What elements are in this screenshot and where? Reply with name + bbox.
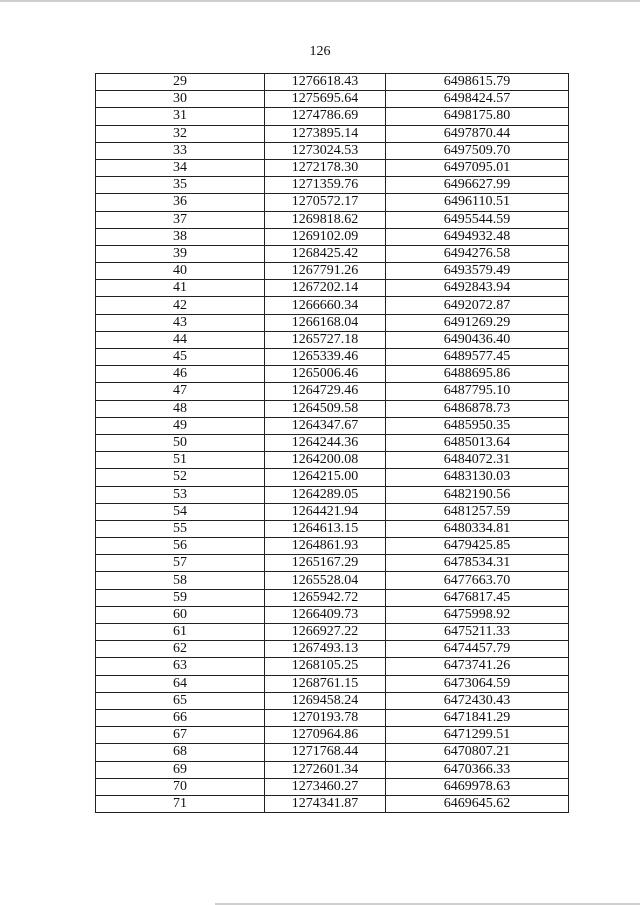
coordinates-table-body — [96, 74, 569, 813]
y-coordinate-cell: 6475998.92 — [386, 606, 569, 623]
table-row — [96, 297, 569, 314]
y-coordinate-cell: 6497095.01 — [386, 159, 569, 176]
point-number-cell: 50 — [96, 434, 265, 451]
point-number-cell: 35 — [96, 177, 265, 194]
x-coordinate-cell: 1265528.04 — [265, 572, 386, 589]
point-number-cell: 56 — [96, 538, 265, 555]
x-coordinate-cell: 1264289.05 — [265, 486, 386, 503]
x-coordinate-cell: 1265942.72 — [265, 589, 386, 606]
y-coordinate-cell: 6485013.64 — [386, 434, 569, 451]
y-coordinate-cell: 6471299.51 — [386, 727, 569, 744]
point-number-cell: 60 — [96, 606, 265, 623]
point-number-cell: 57 — [96, 555, 265, 572]
y-coordinate-cell: 6485950.35 — [386, 417, 569, 434]
point-number-cell: 46 — [96, 366, 265, 383]
table-row — [96, 159, 569, 176]
y-coordinate-cell: 6469978.63 — [386, 778, 569, 795]
table-row — [96, 503, 569, 520]
y-coordinate-cell: 6479425.85 — [386, 538, 569, 555]
y-coordinate-cell: 6476817.45 — [386, 589, 569, 606]
y-coordinate-cell: 6473741.26 — [386, 658, 569, 675]
y-coordinate-cell: 6491269.29 — [386, 314, 569, 331]
point-number-cell: 69 — [96, 761, 265, 778]
x-coordinate-cell: 1264347.67 — [265, 417, 386, 434]
x-coordinate-cell: 1267791.26 — [265, 263, 386, 280]
y-coordinate-cell: 6492072.87 — [386, 297, 569, 314]
y-coordinate-cell: 6486878.73 — [386, 400, 569, 417]
top-edge-rule — [0, 0, 640, 2]
table-row — [96, 400, 569, 417]
y-coordinate-cell: 6478534.31 — [386, 555, 569, 572]
y-coordinate-cell: 6481257.59 — [386, 503, 569, 520]
y-coordinate-cell: 6489577.45 — [386, 349, 569, 366]
y-coordinate-cell: 6475211.33 — [386, 624, 569, 641]
y-coordinate-cell: 6480334.81 — [386, 520, 569, 537]
table-row — [96, 572, 569, 589]
x-coordinate-cell: 1266409.73 — [265, 606, 386, 623]
table-row — [96, 641, 569, 658]
table-row — [96, 194, 569, 211]
x-coordinate-cell: 1265339.46 — [265, 349, 386, 366]
table-row — [96, 177, 569, 194]
table-row — [96, 366, 569, 383]
y-coordinate-cell: 6470807.21 — [386, 744, 569, 761]
point-number-cell: 49 — [96, 417, 265, 434]
point-number-cell: 61 — [96, 624, 265, 641]
point-number-cell: 67 — [96, 727, 265, 744]
x-coordinate-cell: 1272178.30 — [265, 159, 386, 176]
y-coordinate-cell: 6498175.80 — [386, 108, 569, 125]
x-coordinate-cell: 1264613.15 — [265, 520, 386, 537]
x-coordinate-cell: 1271359.76 — [265, 177, 386, 194]
point-number-cell: 55 — [96, 520, 265, 537]
x-coordinate-cell: 1265006.46 — [265, 366, 386, 383]
y-coordinate-cell: 6498615.79 — [386, 74, 569, 91]
table-row — [96, 142, 569, 159]
y-coordinate-cell: 6477663.70 — [386, 572, 569, 589]
table-row — [96, 108, 569, 125]
table-row — [96, 280, 569, 297]
x-coordinate-cell: 1274786.69 — [265, 108, 386, 125]
x-coordinate-cell: 1265727.18 — [265, 331, 386, 348]
point-number-cell: 53 — [96, 486, 265, 503]
x-coordinate-cell: 1264861.93 — [265, 538, 386, 555]
table-row — [96, 349, 569, 366]
y-coordinate-cell: 6470366.33 — [386, 761, 569, 778]
y-coordinate-cell: 6471841.29 — [386, 709, 569, 726]
point-number-cell: 65 — [96, 692, 265, 709]
table-row — [96, 331, 569, 348]
x-coordinate-cell: 1272601.34 — [265, 761, 386, 778]
y-coordinate-cell: 6472430.43 — [386, 692, 569, 709]
table-row — [96, 245, 569, 262]
x-coordinate-cell: 1264200.08 — [265, 452, 386, 469]
coordinates-table — [95, 73, 569, 813]
point-number-cell: 41 — [96, 280, 265, 297]
y-coordinate-cell: 6497509.70 — [386, 142, 569, 159]
y-coordinate-cell: 6469645.62 — [386, 795, 569, 812]
point-number-cell: 37 — [96, 211, 265, 228]
point-number-cell: 54 — [96, 503, 265, 520]
point-number-cell: 30 — [96, 91, 265, 108]
x-coordinate-cell: 1270964.86 — [265, 727, 386, 744]
x-coordinate-cell: 1270193.78 — [265, 709, 386, 726]
point-number-cell: 44 — [96, 331, 265, 348]
table-row — [96, 692, 569, 709]
point-number-cell: 47 — [96, 383, 265, 400]
table-row — [96, 589, 569, 606]
y-coordinate-cell: 6497870.44 — [386, 125, 569, 142]
table-row — [96, 520, 569, 537]
x-coordinate-cell: 1269102.09 — [265, 228, 386, 245]
y-coordinate-cell: 6473064.59 — [386, 675, 569, 692]
y-coordinate-cell: 6482190.56 — [386, 486, 569, 503]
table-row — [96, 452, 569, 469]
point-number-cell: 29 — [96, 74, 265, 91]
point-number-cell: 33 — [96, 142, 265, 159]
point-number-cell: 42 — [96, 297, 265, 314]
point-number-cell: 40 — [96, 263, 265, 280]
table-row — [96, 417, 569, 434]
x-coordinate-cell: 1264215.00 — [265, 469, 386, 486]
x-coordinate-cell: 1264729.46 — [265, 383, 386, 400]
point-number-cell: 31 — [96, 108, 265, 125]
point-number-cell: 48 — [96, 400, 265, 417]
page-number: 126 — [309, 44, 331, 59]
x-coordinate-cell: 1264244.36 — [265, 434, 386, 451]
table-row — [96, 744, 569, 761]
point-number-cell: 52 — [96, 469, 265, 486]
table-row — [96, 263, 569, 280]
table-row — [96, 778, 569, 795]
table-row — [96, 675, 569, 692]
table-row — [96, 314, 569, 331]
table-row — [96, 795, 569, 812]
x-coordinate-cell: 1264421.94 — [265, 503, 386, 520]
x-coordinate-cell: 1270572.17 — [265, 194, 386, 211]
point-number-cell: 51 — [96, 452, 265, 469]
table-row — [96, 624, 569, 641]
point-number-cell: 45 — [96, 349, 265, 366]
x-coordinate-cell: 1274341.87 — [265, 795, 386, 812]
x-coordinate-cell: 1275695.64 — [265, 91, 386, 108]
x-coordinate-cell: 1266660.34 — [265, 297, 386, 314]
table-row — [96, 658, 569, 675]
x-coordinate-cell: 1273895.14 — [265, 125, 386, 142]
x-coordinate-cell: 1265167.29 — [265, 555, 386, 572]
point-number-cell: 34 — [96, 159, 265, 176]
x-coordinate-cell: 1266168.04 — [265, 314, 386, 331]
point-number-cell: 32 — [96, 125, 265, 142]
table-row — [96, 91, 569, 108]
y-coordinate-cell: 6474457.79 — [386, 641, 569, 658]
x-coordinate-cell: 1268425.42 — [265, 245, 386, 262]
table-row — [96, 538, 569, 555]
point-number-cell: 39 — [96, 245, 265, 262]
y-coordinate-cell: 6494276.58 — [386, 245, 569, 262]
x-coordinate-cell: 1273024.53 — [265, 142, 386, 159]
y-coordinate-cell: 6495544.59 — [386, 211, 569, 228]
table-row — [96, 469, 569, 486]
y-coordinate-cell: 6492843.94 — [386, 280, 569, 297]
table-row — [96, 606, 569, 623]
x-coordinate-cell: 1269458.24 — [265, 692, 386, 709]
point-number-cell: 68 — [96, 744, 265, 761]
table-row — [96, 434, 569, 451]
x-coordinate-cell: 1267493.13 — [265, 641, 386, 658]
point-number-cell: 64 — [96, 675, 265, 692]
y-coordinate-cell: 6496110.51 — [386, 194, 569, 211]
x-coordinate-cell: 1269818.62 — [265, 211, 386, 228]
x-coordinate-cell: 1276618.43 — [265, 74, 386, 91]
point-number-cell: 59 — [96, 589, 265, 606]
point-number-cell: 63 — [96, 658, 265, 675]
table-row — [96, 211, 569, 228]
point-number-cell: 36 — [96, 194, 265, 211]
point-number-cell: 38 — [96, 228, 265, 245]
table-row — [96, 761, 569, 778]
table-row — [96, 383, 569, 400]
y-coordinate-cell: 6487795.10 — [386, 383, 569, 400]
table-row — [96, 486, 569, 503]
y-coordinate-cell: 6493579.49 — [386, 263, 569, 280]
point-number-cell: 71 — [96, 795, 265, 812]
y-coordinate-cell: 6496627.99 — [386, 177, 569, 194]
x-coordinate-cell: 1266927.22 — [265, 624, 386, 641]
x-coordinate-cell: 1264509.58 — [265, 400, 386, 417]
x-coordinate-cell: 1268761.15 — [265, 675, 386, 692]
table-row — [96, 125, 569, 142]
x-coordinate-cell: 1273460.27 — [265, 778, 386, 795]
y-coordinate-cell: 6494932.48 — [386, 228, 569, 245]
y-coordinate-cell: 6488695.86 — [386, 366, 569, 383]
x-coordinate-cell: 1271768.44 — [265, 744, 386, 761]
table-row — [96, 727, 569, 744]
table-row — [96, 228, 569, 245]
table-row — [96, 74, 569, 91]
point-number-cell: 66 — [96, 709, 265, 726]
point-number-cell: 43 — [96, 314, 265, 331]
y-coordinate-cell: 6490436.40 — [386, 331, 569, 348]
point-number-cell: 58 — [96, 572, 265, 589]
x-coordinate-cell: 1268105.25 — [265, 658, 386, 675]
point-number-cell: 62 — [96, 641, 265, 658]
x-coordinate-cell: 1267202.14 — [265, 280, 386, 297]
point-number-cell: 70 — [96, 778, 265, 795]
table-row — [96, 555, 569, 572]
y-coordinate-cell: 6484072.31 — [386, 452, 569, 469]
y-coordinate-cell: 6483130.03 — [386, 469, 569, 486]
table-row — [96, 709, 569, 726]
y-coordinate-cell: 6498424.57 — [386, 91, 569, 108]
